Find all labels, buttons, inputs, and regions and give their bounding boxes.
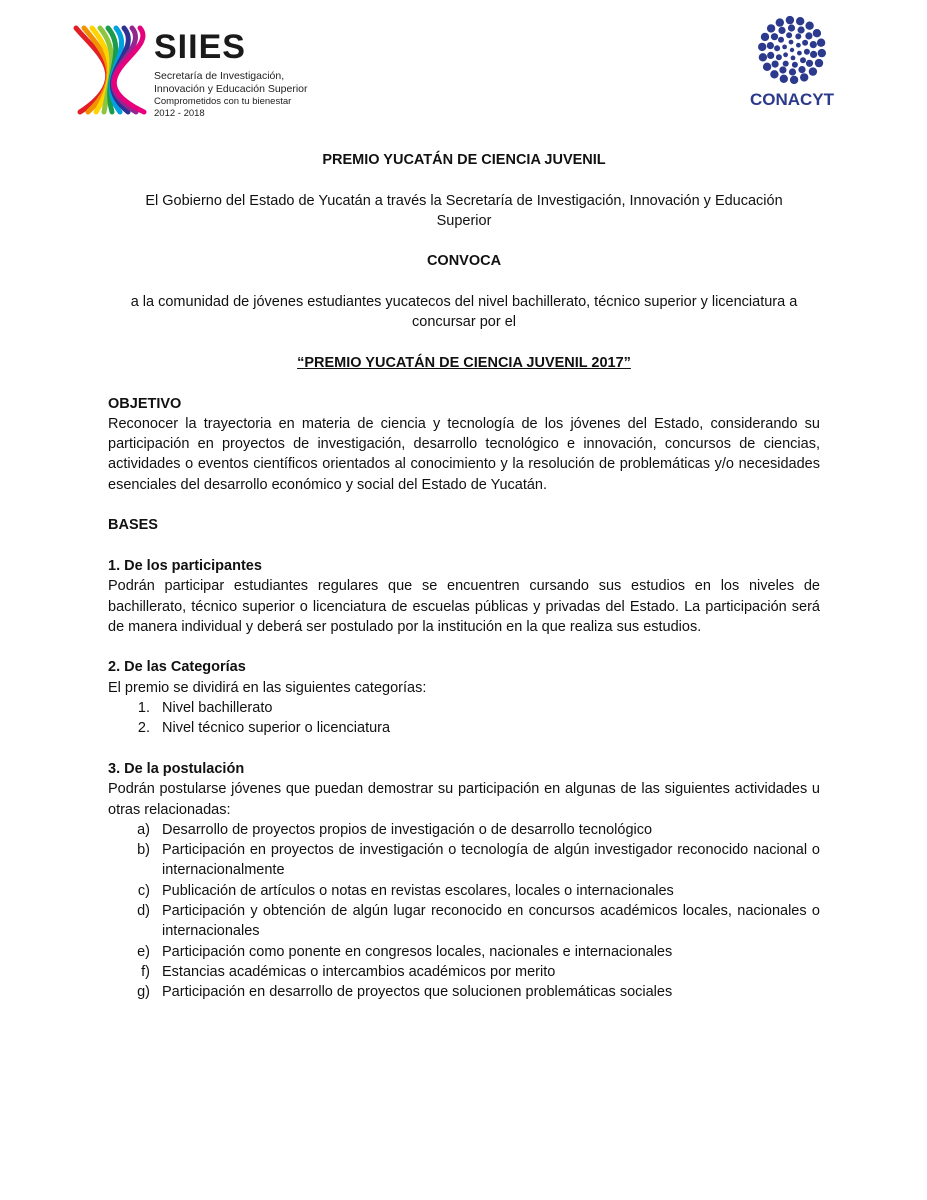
list-marker: a) bbox=[137, 821, 150, 838]
list-item bbox=[108, 820, 820, 840]
list-item bbox=[108, 982, 820, 1002]
list-marker: d) bbox=[137, 902, 150, 919]
list-marker: 2. bbox=[137, 720, 150, 737]
categories-list bbox=[108, 698, 820, 739]
list-marker: g) bbox=[137, 984, 150, 1001]
list-item-text: Participación como ponente en congresos locales, nacionales e internacionales bbox=[162, 943, 673, 960]
siies-mark-icon bbox=[70, 22, 150, 117]
list-item-text: Participación y obtención de algún lugar reconocido en concursos académicos locales, nacionales o internacionales bbox=[162, 902, 820, 940]
list-item bbox=[108, 718, 820, 738]
document-body bbox=[108, 150, 820, 1002]
siies-logo-line4: 2012 - 2018 bbox=[154, 108, 205, 119]
invitation-paragraph: a la comunidad de jóvenes estudiantes yucatecos del nivel bachillerato, técnico superior y licenciatura a concursar por el bbox=[130, 294, 798, 331]
section1-text: Podrán participar estudiantes regulares que se encuentren cursando sus estudios en los niveles de bachillerato, técnico superior o licenciatura de escuelas públicas y privadas del Estado. La participación será de manera individual y deberá ser postulado por la institución en la que realiza sus estudios. bbox=[108, 578, 820, 635]
list-item bbox=[108, 881, 820, 901]
document-title: PREMIO YUCATÁN DE CIENCIA JUVENIL bbox=[322, 152, 606, 168]
section3-text: Podrán postularse jóvenes que puedan demostrar su participación en algunas de las siguientes actividades u otras relacionadas: bbox=[108, 781, 820, 818]
section2-heading: 2. De las Categorías bbox=[108, 659, 246, 676]
objetivo-heading: OBJETIVO bbox=[108, 395, 182, 412]
section3-heading: 3. De la postulación bbox=[108, 760, 245, 777]
list-item-text: Nivel técnico superior o licenciatura bbox=[162, 720, 391, 737]
list-item bbox=[108, 840, 820, 881]
list-item-text: Participación en proyectos de investigación o tecnología de algún investigador reconocido nacional o internacionalmente bbox=[162, 842, 820, 879]
list-item-text: Participación en desarrollo de proyectos que solucionen problemáticas sociales bbox=[162, 984, 673, 1001]
conacyt-logo-word: CONACYT bbox=[749, 90, 835, 109]
section2-text: El premio se dividirá en las siguientes categorías: bbox=[108, 679, 427, 696]
conacyt-dots-icon bbox=[742, 14, 842, 90]
list-marker: b) bbox=[137, 842, 150, 859]
list-marker: c) bbox=[137, 882, 150, 899]
list-item bbox=[108, 942, 820, 962]
list-item-text: Estancias académicas o intercambios académicos por merito bbox=[162, 963, 556, 980]
objetivo-text: Reconocer la trayectoria en materia de ciencia y tecnología de los jóvenes del Estado, considerando su participación en proyectos de investigación, desarrollo tecnológico e innovación, concursos de ciencias, actividades o eventos científicos orientados al conocimiento y la resolución de problemáticas y/o necesidades esenciales del desarrollo económico y social del Estado de Yucatán. bbox=[108, 415, 820, 493]
list-item-text: Publicación de artículos o notas en revistas escolares, locales o internacionales bbox=[162, 882, 674, 899]
convoca-heading: CONVOCA bbox=[426, 253, 502, 270]
siies-logo-line3: Comprometidos con tu bienestar bbox=[154, 96, 292, 107]
list-item bbox=[108, 698, 820, 718]
siies-logo-line2: Innovación y Educación Superior bbox=[154, 83, 308, 95]
bases-heading: BASES bbox=[108, 517, 158, 534]
list-marker: f) bbox=[141, 963, 150, 980]
award-title: “PREMIO YUCATÁN DE CIENCIA JUVENIL 2017” bbox=[297, 354, 631, 371]
activities-list bbox=[108, 820, 820, 1003]
siies-logo-word: SIIES bbox=[154, 28, 246, 66]
conacyt-logo bbox=[742, 14, 842, 114]
list-item bbox=[108, 901, 820, 942]
list-marker: e) bbox=[137, 943, 150, 960]
list-marker: 1. bbox=[137, 700, 150, 717]
list-item bbox=[108, 962, 820, 982]
siies-logo bbox=[70, 22, 310, 117]
siies-logo-line1: Secretaría de Investigación, bbox=[154, 70, 285, 82]
list-item-text: Nivel bachillerato bbox=[162, 700, 273, 717]
intro-paragraph: El Gobierno del Estado de Yucatán a través la Secretaría de Investigación, Innovación y Educación Superior bbox=[145, 192, 783, 229]
section1-heading: 1. De los participantes bbox=[108, 557, 262, 574]
list-item-text: Desarrollo de proyectos propios de investigación o de desarrollo tecnológico bbox=[162, 821, 653, 838]
